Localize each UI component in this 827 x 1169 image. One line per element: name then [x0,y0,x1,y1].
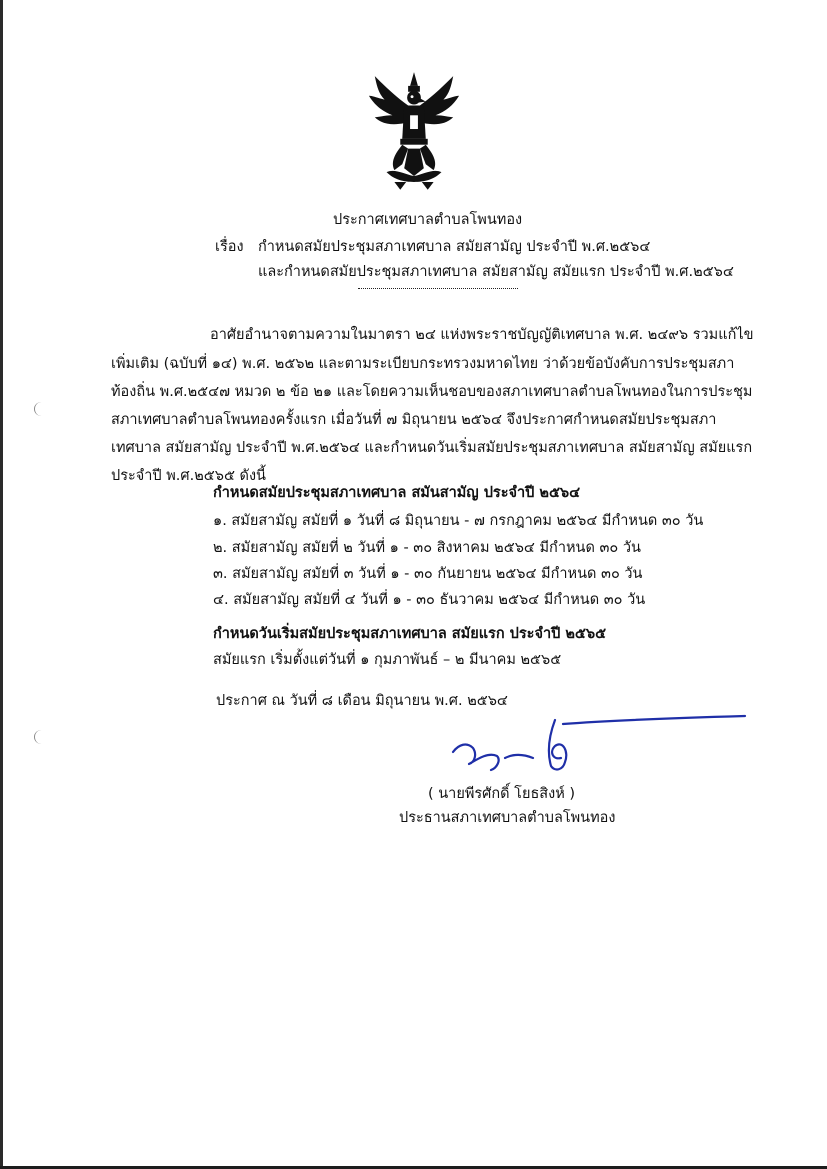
separator-dotted-line [358,288,518,289]
schedule-item: ๑. สมัยสามัญ สมัยที่ ๑ วันที่ ๘ มิถุนายน - ๗ กรกฎาคม ๒๕๖๔ มีกำหนด ๓๐ วัน [213,513,704,529]
first-session-text: สมัยแรก เริ่มตั้งแต่วันที่ ๑ กุมภาพันธ์ – ๒ มีนาคม ๒๕๖๕ [213,652,562,668]
body-line: ประจำปี พ.ศ.๒๕๖๕ ดังนี้ [111,468,266,484]
signatory-name: ( นายพีรศักดิ์ โยธสิงห์ ) [428,786,576,802]
punch-hole-mark [34,402,49,416]
subject-label: เรื่อง [215,239,244,255]
handwritten-signature [445,700,755,780]
schedule-heading: กำหนดสมัยประชุมสภาเทศบาล สมันสามัญ ประจำปี ๒๕๖๔ [213,485,581,501]
body-line: ท้องถิ่น พ.ศ.๒๕๔๗ หมวด ๒ ข้อ ๒๑ และโดยความเห็นชอบของสภาเทศบาลตำบลโพนทองในการประชุม [111,384,753,400]
subject-line-2: และกำหนดสมัยประชุมสภาเทศบาล สมัยสามัญ สมัยแรก ประจำปี พ.ศ.๒๕๖๔ [258,264,734,280]
schedule-item: ๓. สมัยสามัญ สมัยที่ ๓ วันที่ ๑ - ๓๐ กันยายน ๒๕๖๔ มีกำหนด ๓๐ วัน [213,566,643,582]
announcement-date: ประกาศ ณ วันที่ ๘ เดือน มิถุนายน พ.ศ. ๒๕๖๔ [216,693,508,709]
scan-edge-left [0,0,3,1169]
schedule-item: ๔. สมัยสามัญ สมัยที่ ๔ วันที่ ๑ - ๓๐ ธันวาคม ๒๕๖๔ มีกำหนด ๓๐ วัน [213,592,646,608]
first-session-heading: กำหนดวันเริ่มสมัยประชุมสภาเทศบาล สมัยแรก ประจำปี ๒๕๖๕ [213,626,607,642]
document-title: ประกาศเทศบาลตำบลโพนทอง [333,212,523,228]
body-line: เพิ่มเติม (ฉบับที่ ๑๔) พ.ศ. ๒๕๖๒ และตามระเบียบกระทรวงมหาดไทย ว่าด้วยข้อบังคับการประชุมสภา [111,356,735,372]
body-line: เทศบาล สมัยสามัญ ประจำปี พ.ศ.๒๕๖๔ และกำหนดวันเริ่มสมัยประชุมสภาเทศบาล สมัยสามัญ สมัยแรก [111,440,753,456]
body-line: สภาเทศบาลตำบลโพนทองครั้งแรก เมื่อวันที่ ๗ มิถุนายน ๒๕๖๔ จึงประกาศกำหนดสมัยประชุมสภา [111,412,717,428]
body-line: อาศัยอำนาจตามความในมาตรา ๒๔ แห่งพระราชบัญญัติเทศบาล พ.ศ. ๒๔๙๖ รวมแก้ไข [210,327,754,343]
signatory-position: ประธานสภาเทศบาลตำบลโพนทอง [399,810,616,826]
subject-line-1: กำหนดสมัยประชุมสภาเทศบาล สมัยสามัญ ประจำปี พ.ศ.๒๕๖๔ [258,239,651,255]
schedule-item: ๒. สมัยสามัญ สมัยที่ ๒ วันที่ ๑ - ๓๐ สิงหาคม ๒๕๖๔ มีกำหนด ๓๐ วัน [213,540,641,556]
punch-hole-mark [34,730,49,744]
garuda-emblem-icon [365,66,463,194]
